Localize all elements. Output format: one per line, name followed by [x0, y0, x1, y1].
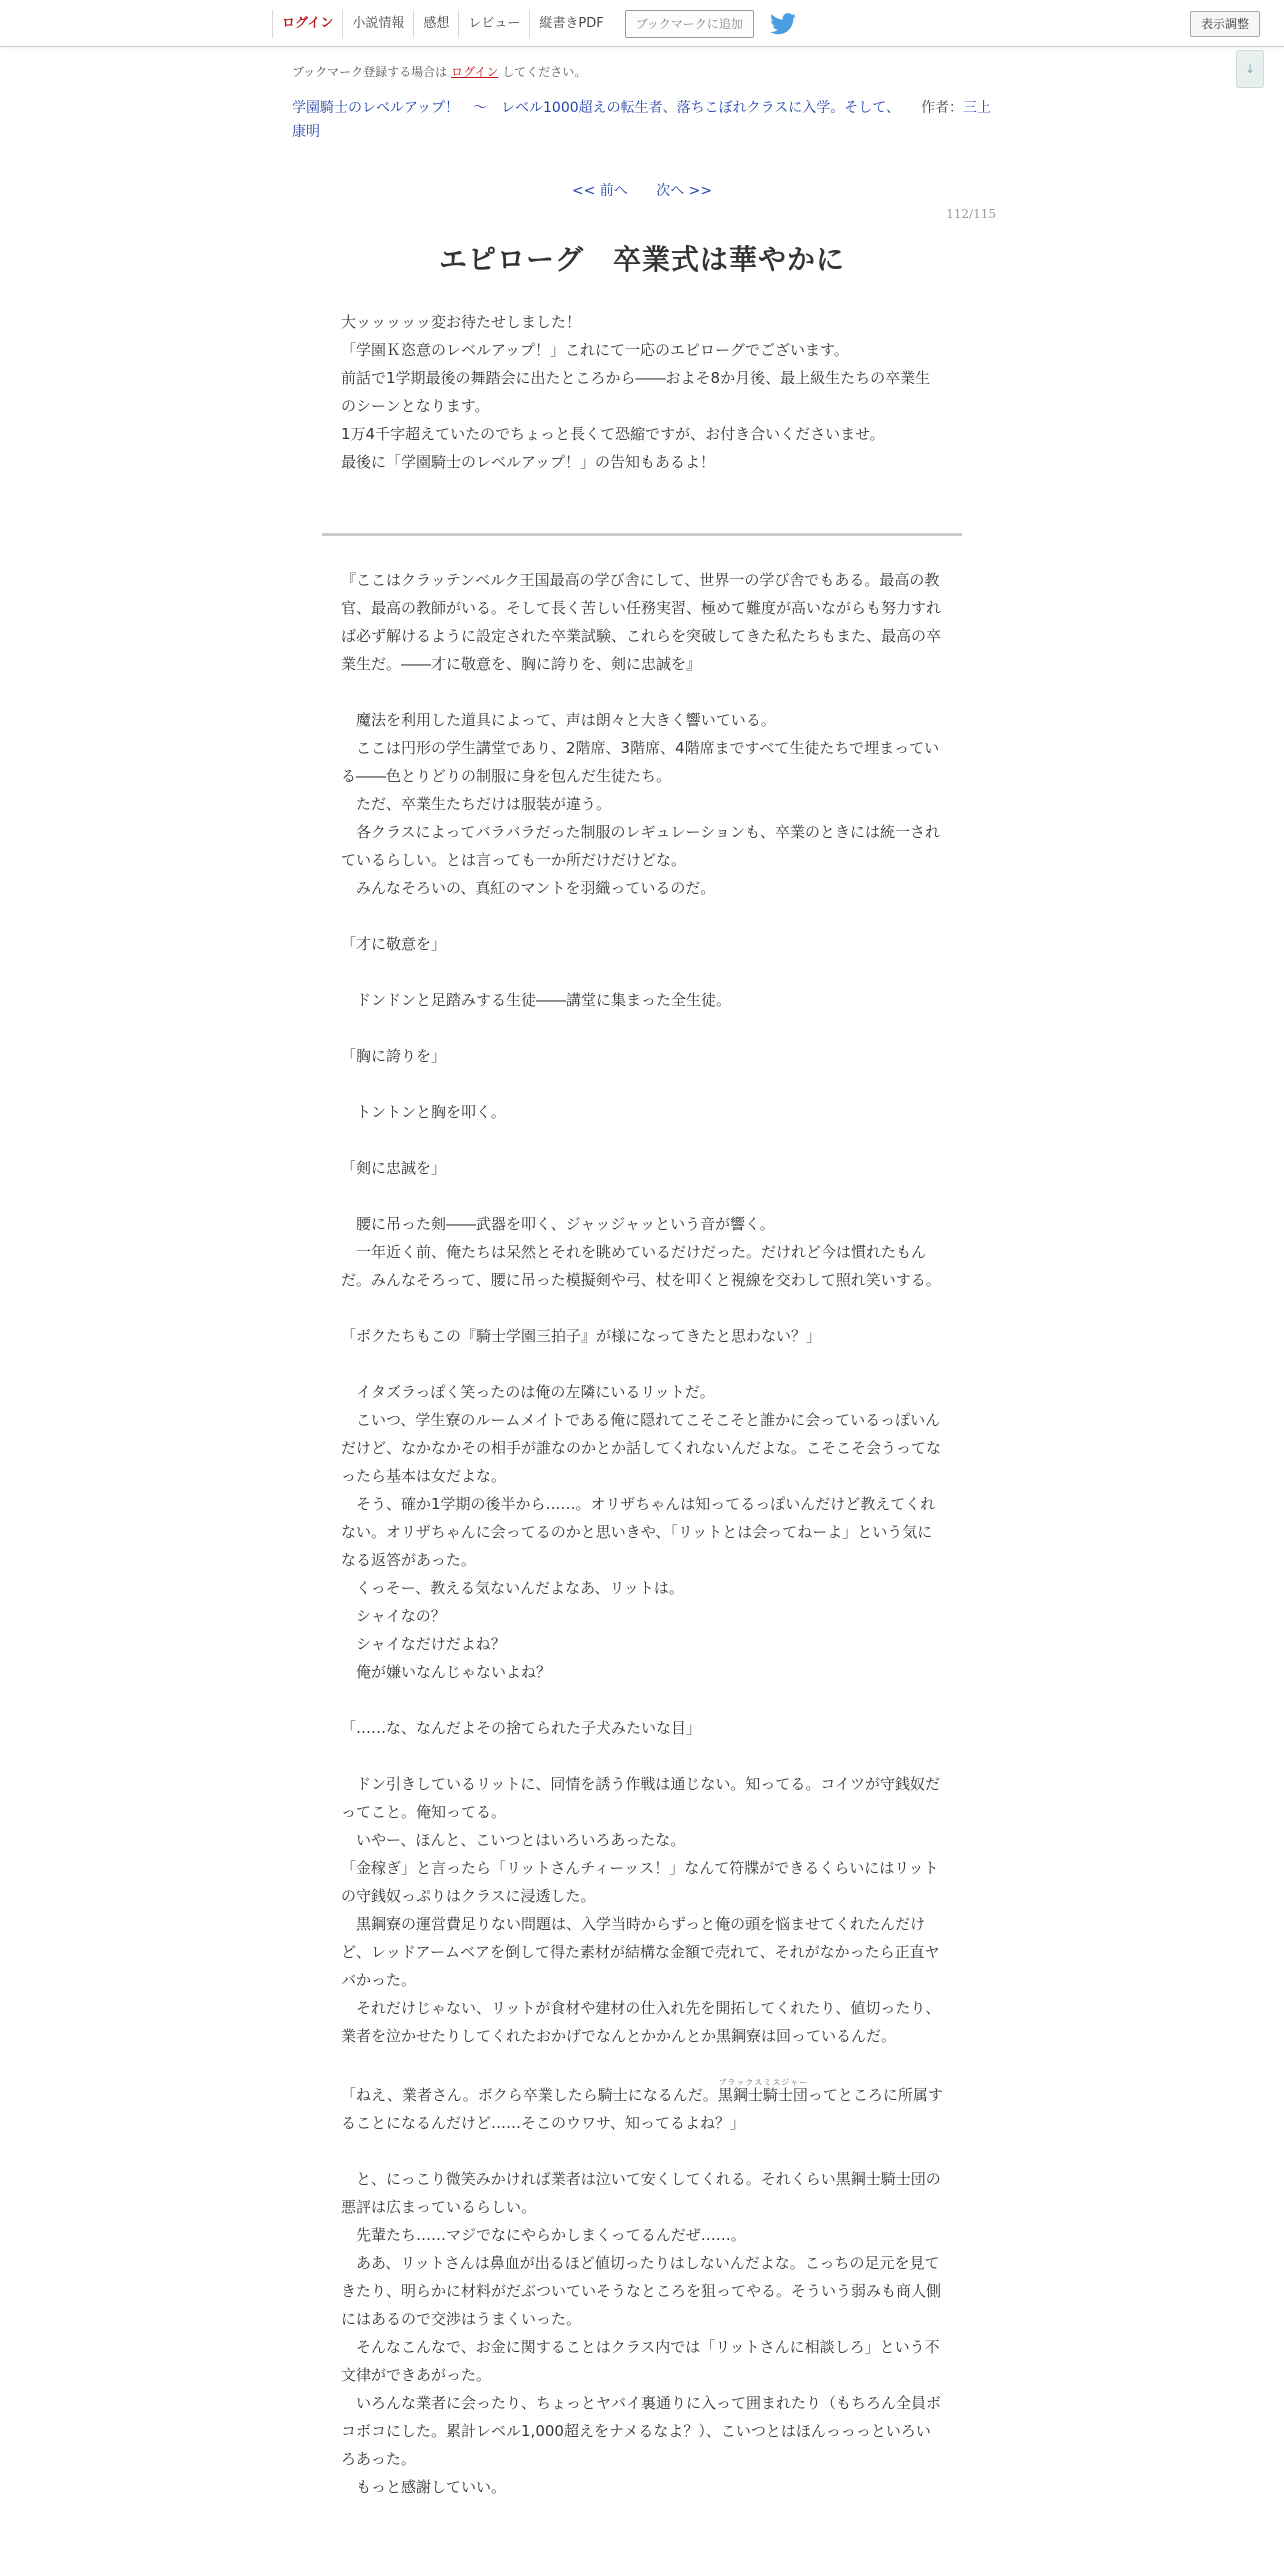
body-line: 「……な、なんだよその捨てられた子犬みたいな目」 — [341, 1719, 702, 1737]
body-line-with-ruby — [341, 2078, 943, 2137]
body-line: もっと感謝していい。 — [341, 2478, 507, 2496]
body-line — [341, 1350, 943, 1378]
main-nav — [272, 10, 796, 38]
chapter-pager — [0, 180, 1284, 200]
body-line: 俺が嫌いなんじゃないよね？ — [341, 1663, 552, 1681]
preface-line: 1万4千字超えていたのでちょっと長くて恐縮ですが、お付き合いくださいませ。 — [341, 425, 885, 443]
page-number: 112/115 — [946, 207, 996, 221]
bookmark-add-button[interactable]: ブックマークに追加 — [625, 10, 754, 38]
login-link[interactable]: ログイン — [272, 10, 342, 38]
next-chapter-link[interactable]: 次へ >> — [656, 183, 713, 199]
body-line — [341, 1014, 943, 1042]
review-link[interactable]: レビュー — [458, 10, 529, 38]
body-line: 先輩たち……マジでなにやらかしまくってるんだぜ……。 — [341, 2226, 746, 2244]
body-line — [341, 2050, 943, 2078]
body-line — [341, 1182, 943, 1210]
body-line — [341, 902, 943, 930]
body-line — [341, 1686, 943, 1714]
ruby-reading: ブラックスミスジャー — [717, 2078, 808, 2087]
body-line: 「剣に忠誠を」 — [341, 1159, 447, 1177]
body-line: いろんな業者に会ったり、ちょっとヤバイ裏通りに入って囲まれたり（もちろん全員ボコボコにした。累計レベル1,000超えをナメるなよ？）、こいつとはほんっっっといろいろあった。 — [341, 2394, 942, 2468]
episode-title: エピローグ 卒業式は華やかに — [438, 243, 845, 276]
body-line: 魔法を利用した道具によって、声は朗々と大きく響いている。 — [341, 711, 776, 729]
body-line: 「ボクたちもこの『騎士学園三拍子』が様になってきたと思わない？」 — [341, 1327, 822, 1345]
body-line: こいつ、学生寮のルームメイトである俺に隠れてこそこそと誰かに会っているっぽいんだけど、なかなかその相手が誰なのかとか話してくれないんだよな。こそこそ会うってなったら基本は女だよな。 — [341, 1411, 942, 1485]
body-line — [341, 2137, 943, 2165]
preface-divider — [322, 533, 962, 536]
body-line: 各クラスによってバラバラだった制服のレギュレーションも、卒業のときには統一されているらしい。とは言っても一か所だけだけどな。 — [341, 823, 940, 869]
display-settings-button[interactable]: 表示調整 — [1190, 11, 1260, 37]
body-line — [341, 678, 943, 706]
preface-line: 大ッッッッッ変お待たせしました！ — [341, 313, 582, 331]
author-label: 作者： — [920, 100, 963, 116]
body-line: 「金稼ぎ」と言ったら「リットさんチィーッス！」なんて符牒ができるくらいにはリットの守銭奴っぷりはクラスに浸透した。 — [341, 1859, 939, 1905]
series-header — [292, 96, 998, 144]
body-line: 「才に敬意を」 — [341, 935, 447, 953]
body-line: そう、確か1学期の後半から……。オリザちゃんは知ってるっぽいんだけど教えてくれない。オリザちゃんに会ってるのかと思いきや、「リットとは会ってねーよ」という気になる返答があった。 — [341, 1495, 936, 1569]
novel-info-link[interactable]: 小説情報 — [342, 10, 413, 38]
body-line: と、にっこり微笑みかければ業者は泣いて安くしてくれる。それくらい黒鋼士騎士団の悪評は広まっているらしい。 — [341, 2170, 941, 2216]
notice-prefix: ブックマーク登録する場合は — [292, 65, 448, 79]
body-line: 『ここはクラッテンベルク王国最高の学び舎にして、世界一の学び舎でもある。最高の教官、最高の教師がいる。そして長く苦しい任務実習、極めて難度が高いながらも努力すれば必ず解けるように設定された卒業試験、これらを突破してきた私たちもまた、最高の卒業生だ。――才に敬意を、胸に誇りを、剣に忠誠を』 — [341, 571, 942, 673]
top-navigation-bar — [0, 0, 1284, 47]
body-line: ああ、リットさんは鼻血が出るほど値切ったりはしないんだよな。こっちの足元を見てきたり、明らかに材料がだぶついていそうなところを狙ってやる。そういう弱みも商人側にはあるので交渉はうまくいった。 — [341, 2254, 942, 2328]
login-notice — [292, 63, 586, 80]
body-line: くっそー、教える気ないんだよなあ、リットは。 — [341, 1579, 684, 1597]
series-title-link[interactable]: 学園騎士のレベルアップ！ 〜 レベル1000超えの転生者、落ちこぼれクラスに入学。そして、 — [292, 100, 893, 116]
body-line — [341, 958, 943, 986]
body-line: 「胸に誇りを」 — [341, 1047, 447, 1065]
ruby-line-after: ってところに所属することになるんだけど……そこのウワサ、知ってるよね？」 — [341, 2086, 943, 2132]
notice-login-link[interactable]: ログイン — [451, 65, 499, 79]
body-line — [341, 1742, 943, 1770]
body-line: 黒鋼寮の運営費足りない問題は、入学当時からずっと俺の頭を悩ませてくれたんだけど、レッドアームベアを倒して得た素材が結構な金額で売れて、それがなかったら正直ヤバかった。 — [341, 1915, 940, 1989]
ruby-annotation — [717, 2078, 808, 2104]
twitter-bird-icon[interactable] — [770, 13, 796, 35]
body-line: シャイなの？ — [341, 1607, 446, 1625]
body-line: 一年近く前、俺たちは呆然とそれを眺めているだけだった。だけれど今は慣れたもんだ。みんなそろって、腰に吊った模擬剣や弓、杖を叩くと視線を交わして照れ笑いする。 — [341, 1243, 941, 1289]
body-line: ただ、卒業生たちだけは服装が違う。 — [341, 795, 612, 813]
preface-line: 最後に「学園騎士のレベルアップ！」の告知もあるよ！ — [341, 453, 715, 471]
body-line: ドン引きしているリットに、同情を誘う作戦は通じない。知ってる。コイツが守銭奴だってこと。俺知ってる。 — [341, 1775, 940, 1821]
body-line: ここは円形の学生講堂であり、2階席、3階席、4階席まですべて生徒たちで埋まっている――色とりどりの制服に身を包んだ生徒たち。 — [341, 739, 940, 785]
notice-suffix: してください。 — [502, 65, 587, 79]
body-line: シャイなだけだよね？ — [341, 1635, 506, 1653]
body-line: トントンと胸を叩く。 — [341, 1103, 506, 1121]
preface-line: 「学園Ｋ恣意のレベルアップ！」これにて一応のエピローグでございます。 — [341, 341, 849, 359]
prev-chapter-link[interactable]: << 前へ — [571, 183, 628, 199]
body-line: みんなそろいの、真紅のマントを羽織っているのだ。 — [341, 879, 716, 897]
body-line — [341, 1294, 943, 1322]
body-line — [341, 1070, 943, 1098]
ruby-line-before: 「ねえ、業者さん。ボクら卒業したら騎士になるんだ。 — [341, 2086, 718, 2104]
body-line: ドンドンと足踏みする生徒――講堂に集まった全生徒。 — [341, 991, 732, 1009]
body-line: イタズラっぽく笑ったのは俺の左隣にいるリットだ。 — [341, 1383, 715, 1401]
body-line: それだけじゃない、リットが食材や建材の仕入れ先を開拓してくれたり、値切ったり、業者を泣かせたりしてくれたおかげでなんとかかんとか黒鋼寮は回っているんだ。 — [341, 1999, 941, 2045]
body-line: 腰に吊った剣――武器を叩く、ジャッジャッという音が響く。 — [341, 1215, 775, 1233]
body-line: そんなこんなで、お金に関することはクラス内では「リットさんに相談しろ」という不文律ができあがった。 — [341, 2338, 940, 2384]
body-line — [341, 1126, 943, 1154]
ruby-base: 黒鋼士騎士団 — [717, 2086, 808, 2104]
author-link[interactable]: 三上康明 — [292, 100, 991, 140]
preface-line: 前話で1学期最後の舞踏会に出たところから――およそ8か月後、最上級生たちの卒業生のシーンとなります。 — [341, 369, 931, 415]
body-line: いやー、ほんと、こいつとはいろいろあったな。 — [341, 1831, 686, 1849]
author-preface — [341, 308, 943, 476]
episode-body — [341, 566, 943, 2501]
scroll-down-tab[interactable]: ↓ — [1236, 50, 1264, 88]
impressions-link[interactable]: 感想 — [413, 10, 458, 38]
vertical-pdf-link[interactable]: 縦書きPDF — [529, 10, 612, 38]
